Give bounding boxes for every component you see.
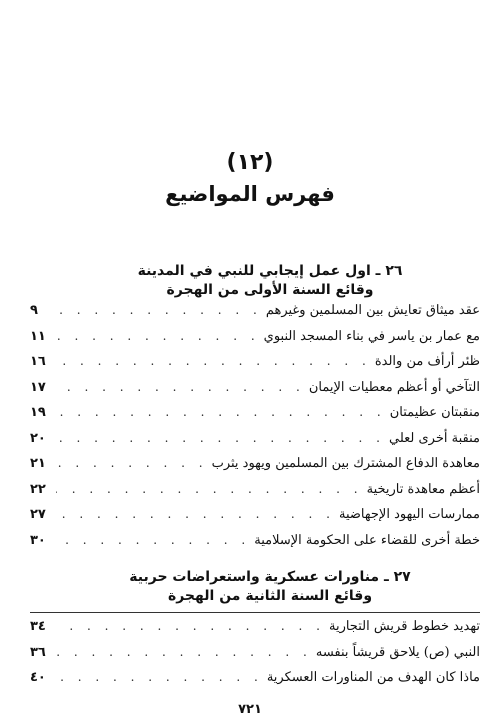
list-item (30, 405, 480, 431)
section-title-line1: ٢٧ ـ مناورات عسكرية واستعراضات حربية (129, 569, 411, 585)
entry-title: التآخي أو أعظم معطيات الإيمان (308, 379, 480, 395)
entry-page-number: ١٦ (30, 354, 46, 369)
leader-dots (56, 431, 385, 445)
list-item (30, 354, 480, 380)
entry-list (30, 619, 480, 696)
list-item (30, 507, 480, 533)
entry-page-number: ٣٠ (30, 532, 46, 548)
section-title-line2: وقائع السنة الأولى من الهجرة (166, 282, 374, 298)
list-item (30, 431, 480, 457)
section-title (30, 262, 480, 300)
entry-title: ظئر أرأف من والدة (374, 354, 480, 369)
entry-page-number: ٢١ (30, 456, 46, 471)
entry-page-number: ١٧ (30, 379, 46, 395)
leader-dots (56, 670, 263, 684)
section-26 (30, 262, 480, 558)
list-item (30, 645, 480, 671)
chapter-number: (١٢) (226, 150, 274, 175)
entry-title: منقبتان عظيمتان (389, 405, 480, 420)
entry-page-number: ١٩ (30, 405, 46, 420)
entry-page-number: ٣٤ (30, 619, 46, 634)
leader-dots (56, 619, 325, 633)
leader-dots (56, 380, 305, 394)
list-item (30, 303, 480, 329)
list-item (30, 619, 480, 645)
entry-page-number: ٢٧ (30, 507, 46, 522)
list-item (30, 533, 480, 559)
leader-dots (56, 329, 260, 343)
entry-title: النبي (ص) يلاحق قريشاً بنفسه (315, 644, 480, 660)
section-title-line2: وقائع السنة الثانية من الهجرة (167, 588, 373, 604)
divider (30, 612, 480, 613)
page-title: فهرس المواضيع (165, 182, 335, 206)
list-item (30, 456, 480, 482)
list-item (30, 380, 480, 406)
leader-dots (56, 354, 371, 368)
section-title-line1: ٢٦ ـ اول عمل إيجابي للنبي في المدينة (137, 263, 403, 279)
entry-page-number: ٤٠ (30, 670, 46, 685)
entry-title: ممارسات اليهود الإجهاضية (338, 507, 480, 522)
list-item (30, 670, 480, 696)
entry-title: تهديد خطوط قريش التجارية (328, 619, 480, 634)
leader-dots (56, 303, 262, 317)
section-title (30, 568, 480, 606)
entry-title: ماذا كان الهدف من المناورات العسكرية (266, 670, 480, 685)
page-number: ٧٢١ (238, 702, 262, 717)
leader-dots (56, 645, 312, 659)
entry-page-number: ١١ (30, 328, 46, 344)
entry-title: أعظم معاهدة تاريخية (366, 481, 480, 497)
section-27 (30, 568, 480, 696)
entry-page-number: ٢٠ (30, 430, 46, 446)
entry-title: مع عمار بن ياسر في بناء المسجد النبوي (263, 328, 480, 344)
entry-page-number: ٢٢ (30, 481, 46, 497)
leader-dots (56, 507, 335, 521)
leader-dots (56, 533, 250, 547)
leader-dots (56, 456, 208, 470)
list-item (30, 482, 480, 508)
entry-title: منقبة أخرى لعلي (389, 430, 480, 446)
entry-title: عقد ميثاق تعايش بين المسلمين وغيرهم (265, 303, 480, 318)
entry-list (30, 303, 480, 558)
leader-dots (56, 405, 386, 419)
entry-title: معاهدة الدفاع المشترك بين المسلمين ويهود يثرب (211, 456, 480, 471)
list-item (30, 329, 480, 355)
entry-page-number: ٩ (30, 303, 38, 318)
entry-title: خطة أخرى للقضاء على الحكومة الإسلامية (254, 532, 480, 548)
leader-dots (56, 482, 363, 496)
entry-page-number: ٣٦ (30, 644, 46, 660)
